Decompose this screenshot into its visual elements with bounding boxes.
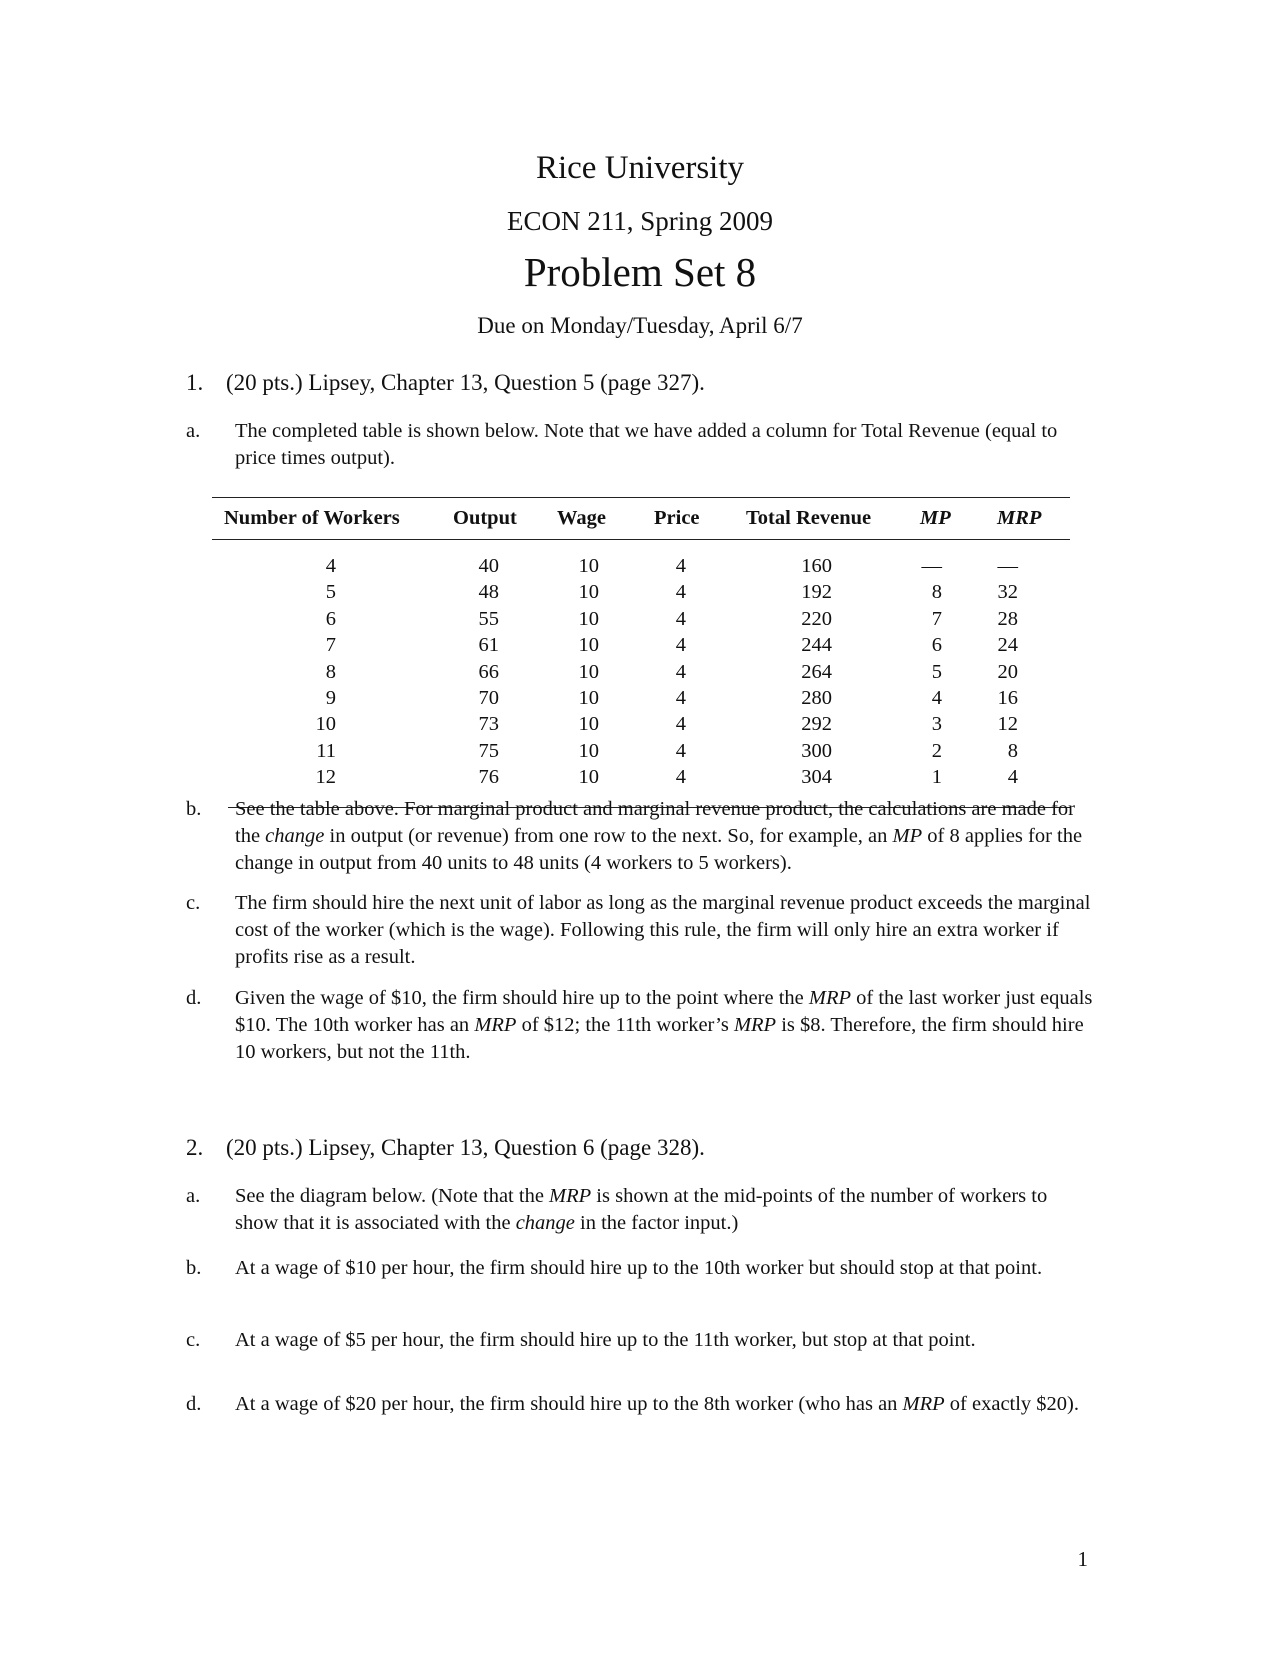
table-cell: 55 <box>478 607 499 630</box>
table-cell: 10 <box>578 581 599 604</box>
table-cell: 6 <box>931 634 942 657</box>
table-cell: 160 <box>801 555 832 577</box>
table-cell: 48 <box>478 581 499 604</box>
column-header-mrp: MRP <box>997 507 1042 529</box>
table-cell: — <box>921 555 942 577</box>
page-title: Problem Set 8 <box>523 249 757 295</box>
part-letter: a. <box>186 1185 201 1207</box>
question-number: 2. <box>186 1135 204 1160</box>
table-cell: 304 <box>801 766 832 789</box>
table-top-rule <box>212 497 1070 498</box>
part-text: Given the wage of $10, the firm should hire up to the point where the MRP of the last worker just equals $10. The 10th worker has an MRP of $12; the 11th worker’s MRP is $8. Therefore, the firm should hire 10 workers, but not the 11th. <box>235 987 1093 1063</box>
table-cell: 4 <box>675 713 686 736</box>
part-text: At a wage of $5 per hour, the firm should hire up to the 11th worker, but stop at that point. <box>235 1329 976 1351</box>
part-letter: c. <box>186 1329 201 1351</box>
table-cell: 8 <box>325 660 336 683</box>
table-cell: 10 <box>315 713 336 736</box>
table-cell: 300 <box>801 739 832 762</box>
due-date: Due on Monday/Tuesday, April 6/7 <box>477 313 803 338</box>
column-header-wage: Wage <box>557 507 606 529</box>
column-header-price: Price <box>654 507 700 529</box>
question-1-heading <box>186 370 705 396</box>
table-cell: 16 <box>997 687 1018 709</box>
question-number: 1. <box>186 370 204 395</box>
table-cell: 28 <box>997 607 1018 630</box>
table-cell: 10 <box>578 555 599 577</box>
part-text: See the table above. For marginal product and marginal revenue product, the calculations are made for the change in output (or revenue) from one row to the next. So, for example, an MP of 8 applies for the change in output from 40 units to 48 units (4 workers to 5 workers). <box>235 798 1083 874</box>
table-header-rule <box>212 539 1070 540</box>
course-name: ECON 211, Spring 2009 <box>506 206 773 236</box>
data-table <box>212 497 1070 808</box>
table-cell: 3 <box>931 713 942 736</box>
part-letter: c. <box>186 892 201 914</box>
table-cell: 4 <box>325 555 336 577</box>
table-cell: 8 <box>931 581 942 604</box>
table-cell: 10 <box>578 634 599 657</box>
university-name: Rice University <box>535 150 745 186</box>
table-cell: 264 <box>801 660 832 683</box>
column-header-output: Output <box>453 507 517 529</box>
table-cell: 10 <box>578 739 599 762</box>
table-cell: 5 <box>931 660 942 683</box>
table-cell: 24 <box>997 634 1018 657</box>
question-2-heading <box>186 1135 705 1161</box>
table-cell: 12 <box>997 713 1018 736</box>
table-cell: 73 <box>478 713 499 736</box>
part-letter: d. <box>186 987 202 1009</box>
table-cell: 10 <box>578 766 599 789</box>
table-cell: 244 <box>801 634 832 657</box>
table-cell: 4 <box>675 766 686 789</box>
table-cell: 6 <box>325 607 336 630</box>
question-text: (20 pts.) Lipsey, Chapter 13, Question 5 (page 327). <box>226 370 705 395</box>
table-cell: 10 <box>578 687 599 709</box>
table-cell: 8 <box>1007 739 1018 762</box>
part-text: At a wage of $20 per hour, the firm should hire up to the 8th worker (who has an MRP of exactly $20). <box>235 1393 1080 1415</box>
table-cell: 7 <box>931 607 942 630</box>
part-text: At a wage of $10 per hour, the firm should hire up to the 10th worker but should stop at that point. <box>235 1257 1043 1279</box>
part-letter: b. <box>186 798 202 820</box>
part-text: See the diagram below. (Note that the MRP is shown at the mid-points of the number of workers to show that it is associated with the change in the factor input.) <box>235 1185 1048 1234</box>
part-letter: b. <box>186 1257 202 1279</box>
column-header-mp: MP <box>920 507 951 529</box>
table-cell: 12 <box>315 766 336 789</box>
question-text: (20 pts.) Lipsey, Chapter 13, Question 6 (page 328). <box>226 1135 705 1160</box>
table-cell: 9 <box>325 687 336 709</box>
table-cell: 61 <box>478 634 499 657</box>
table-cell: 10 <box>578 660 599 683</box>
table-cell: 4 <box>675 660 686 683</box>
table-cell: 4 <box>1007 766 1018 789</box>
table-cell: 10 <box>578 607 599 630</box>
table-cell: 220 <box>801 607 832 630</box>
column-header-workers: Number of Workers <box>224 507 400 529</box>
table-cell: 11 <box>316 739 336 762</box>
part-text: The firm should hire the next unit of labor as long as the marginal revenue product exceeds the marginal cost of the worker (which is the wage). Following this rule, the firm will only hire an extra worker if profits rise as a result. <box>235 892 1091 968</box>
table-cell: 4 <box>675 687 686 709</box>
table-cell: 40 <box>478 555 499 577</box>
table-cell: 4 <box>931 687 942 709</box>
part-letter: d. <box>186 1393 202 1415</box>
part-text: The completed table is shown below. Note that we have added a column for Total Revenue (equal to price times output). <box>235 420 1058 469</box>
table-cell: 32 <box>997 581 1018 604</box>
table-cell: 76 <box>478 766 499 789</box>
table-cell: 192 <box>801 581 832 604</box>
table-cell: 7 <box>325 634 336 657</box>
part-letter: a. <box>186 420 201 442</box>
table-cell: 5 <box>325 581 336 604</box>
page-number: 1 <box>1077 1547 1088 1571</box>
table-cell: 2 <box>931 739 942 762</box>
table-cell: 292 <box>801 713 832 736</box>
table-cell: 4 <box>675 607 686 630</box>
table-cell: 70 <box>478 687 499 709</box>
table-cell: 4 <box>675 581 686 604</box>
table-cell: 66 <box>478 660 499 683</box>
table-cell: 280 <box>801 687 832 709</box>
column-header-total-revenue: Total Revenue <box>746 507 872 529</box>
table-cell: 4 <box>675 634 686 657</box>
table-cell: 4 <box>675 555 686 577</box>
table-cell: 75 <box>478 739 499 762</box>
table-cell: 20 <box>997 660 1018 683</box>
table-cell: 4 <box>675 739 686 762</box>
table-cell: 1 <box>931 766 942 789</box>
table-cell: — <box>997 555 1018 577</box>
table-cell: 10 <box>578 713 599 736</box>
